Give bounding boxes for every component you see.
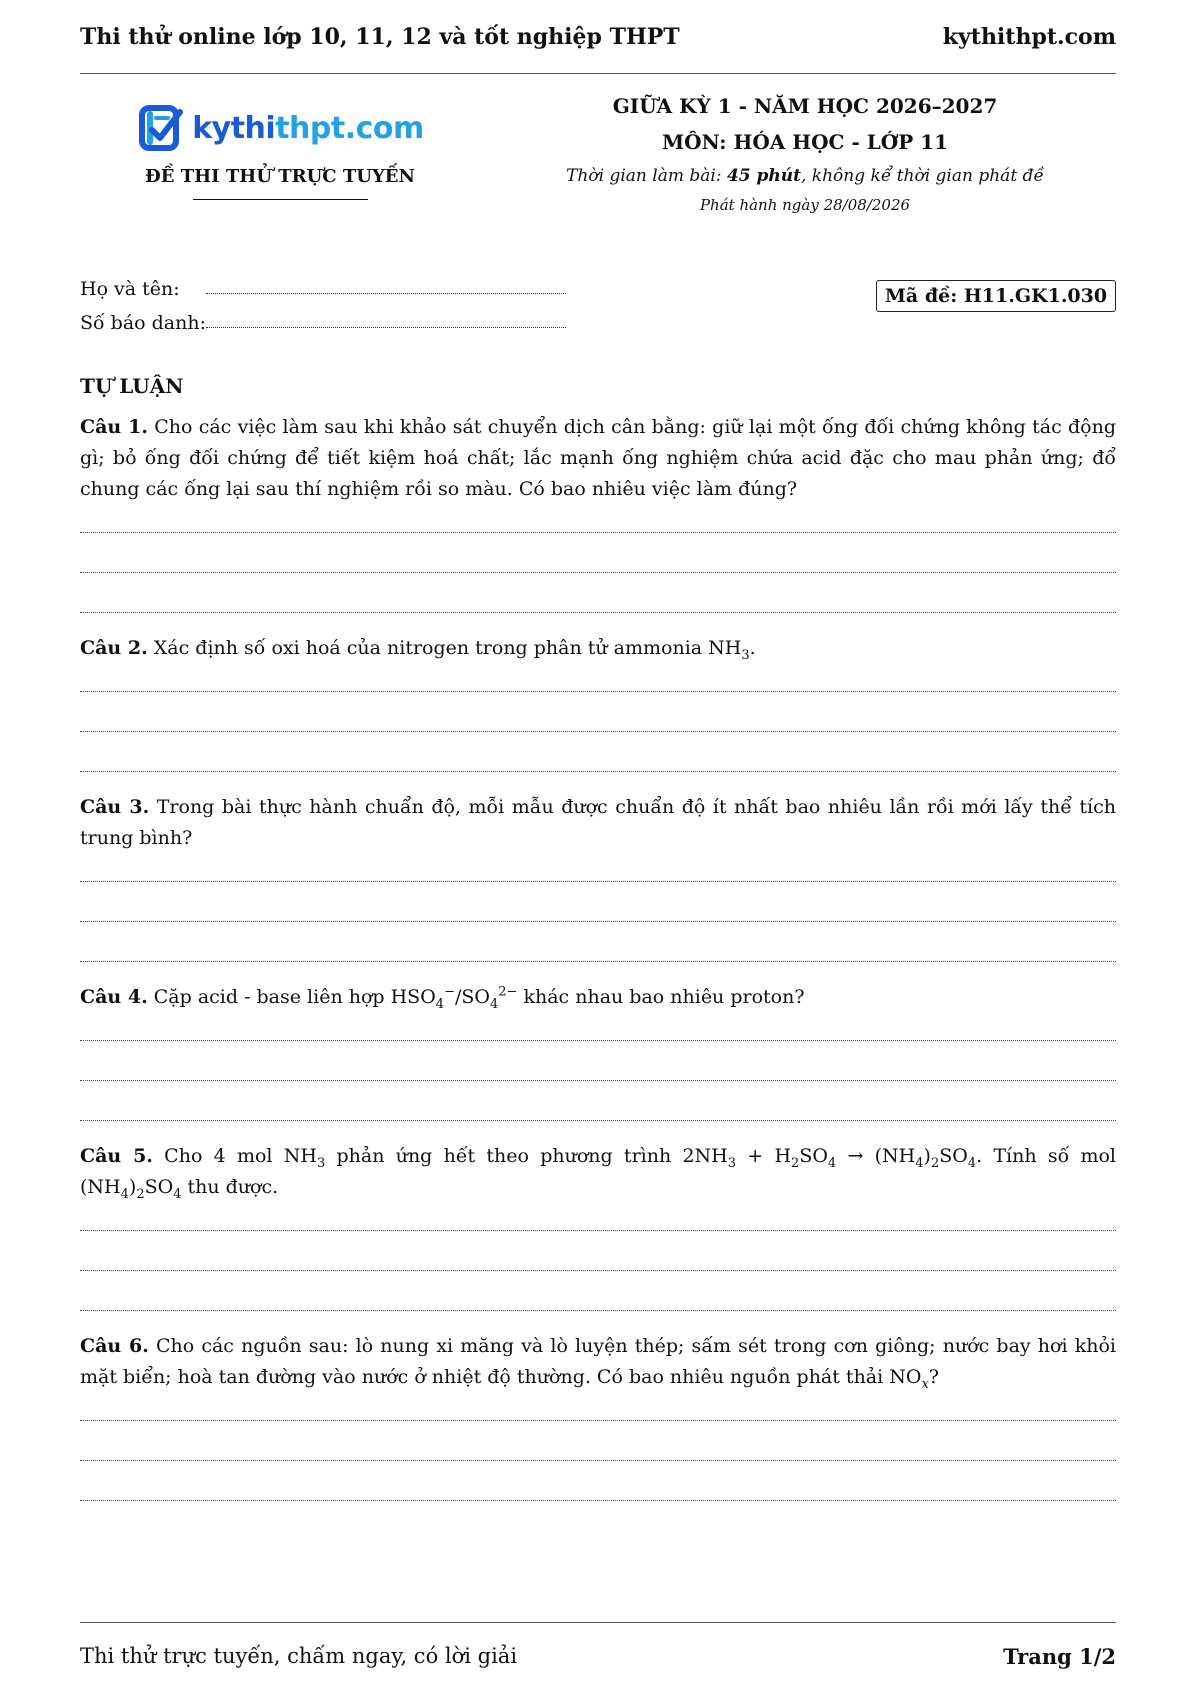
- formula-charge: 2−: [498, 984, 518, 1000]
- formula-ammonium-sulfate: [80, 1176, 182, 1202]
- logo-wordmark-part1: kythi: [192, 110, 276, 146]
- formula-subscript: 2: [136, 1186, 145, 1202]
- question-list: [80, 412, 1116, 1521]
- formula-base: SO: [461, 986, 490, 1008]
- header-left-text: Thi thử online lớp 10, 11, 12 và tốt nghiệp THPT: [80, 24, 680, 50]
- answer-area-1[interactable]: [80, 511, 1116, 613]
- formula-nh3: [283, 1145, 326, 1171]
- question-number: Câu 3.: [80, 796, 150, 818]
- answer-line: [80, 860, 1116, 882]
- logo-wordmark: [192, 111, 424, 146]
- question-text: Trong bài thực hành chuẩn độ, mỗi mẫu được chuẩn độ ít nhất bao nhiêu lần rồi mới lấy thể tích trung bình?: [80, 796, 1117, 849]
- logo-subtitle: ĐỀ THI THỬ TRỰC TUYẾN: [145, 166, 415, 187]
- id-row: [80, 300, 566, 334]
- formula-operator: +: [736, 1145, 775, 1167]
- formula-subscript: x: [921, 1376, 929, 1392]
- answer-line: [80, 1081, 1116, 1121]
- exam-title-block: [540, 94, 1070, 214]
- formula-base: 2NH: [682, 1145, 728, 1167]
- candidate-info: [80, 266, 566, 334]
- answer-line: [80, 1019, 1116, 1041]
- formula-charge: −: [444, 984, 455, 1000]
- reaction-arrow: →: [836, 1145, 875, 1167]
- page-number: Trang 1/2: [1003, 1644, 1116, 1669]
- section-title: TỰ LUẬN: [80, 374, 184, 398]
- answer-line: [80, 533, 1116, 573]
- formula-base: ): [128, 1176, 137, 1198]
- question-2: [80, 633, 1116, 664]
- answer-line: [80, 1041, 1116, 1081]
- answer-line: [80, 1421, 1116, 1461]
- answer-line: [80, 732, 1116, 772]
- footer-divider: [80, 1622, 1116, 1623]
- formula-subscript: 4: [967, 1155, 977, 1171]
- exam-subject: MÔN: HÓA HỌC - LỚP 11: [661, 130, 949, 154]
- logo-wordmark-part2: thpt.com: [275, 110, 424, 146]
- question-number: Câu 4.: [80, 986, 148, 1008]
- answer-area-3[interactable]: [80, 860, 1116, 962]
- formula-base: SO: [939, 1145, 968, 1167]
- release-date: Phát hành ngày 28/08/2026: [699, 196, 911, 214]
- site-logo[interactable]: [110, 100, 450, 156]
- answer-area-5[interactable]: [80, 1209, 1116, 1311]
- question-5: [80, 1141, 1116, 1203]
- question-text: Xác định số oxi hoá của nitrogen trong phân tử ammonia: [153, 637, 709, 659]
- formula-subscript: 2: [930, 1155, 940, 1171]
- answer-line: [80, 882, 1116, 922]
- answer-area-4[interactable]: [80, 1019, 1116, 1121]
- formula-base: ): [923, 1145, 931, 1167]
- name-row: [80, 266, 566, 300]
- formula-subscript: 3: [316, 1155, 326, 1171]
- formula-base: (NH: [80, 1176, 121, 1198]
- answer-line: [80, 1399, 1116, 1421]
- question-text-end: .: [749, 637, 756, 659]
- name-field[interactable]: [206, 277, 566, 294]
- formula-subscript: 2: [791, 1155, 800, 1171]
- answer-line: [80, 692, 1116, 732]
- formula-acid-base-pair: [390, 984, 518, 1012]
- question-number: Câu 5.: [80, 1145, 153, 1167]
- formula-subscript: 4: [489, 996, 499, 1012]
- formula-base: (NH: [874, 1145, 916, 1167]
- logo-block: [110, 100, 450, 200]
- answer-line: [80, 1209, 1116, 1231]
- question-text: Cặp acid - base liên hợp: [153, 986, 391, 1008]
- exam-time-value: 45 phút: [726, 166, 801, 186]
- question-number: Câu 2.: [80, 637, 148, 659]
- formula-base: H: [774, 1145, 792, 1167]
- question-text-end: thu được.: [181, 1176, 279, 1198]
- formula-base: SO: [144, 1176, 174, 1198]
- footer-slogan: Thi thử trực tuyến, chấm ngay, có lời giải: [80, 1644, 518, 1668]
- answer-line: [80, 1461, 1116, 1501]
- formula-subscript: 4: [173, 1186, 182, 1202]
- answer-line: [80, 1231, 1116, 1271]
- formula-subscript: 3: [741, 647, 750, 663]
- question-6: [80, 1331, 1116, 1393]
- answer-area-6[interactable]: [80, 1399, 1116, 1501]
- id-label: Số báo danh:: [80, 312, 207, 334]
- exam-doc-icon: [136, 102, 188, 154]
- question-text-end: ?: [928, 1366, 939, 1388]
- question-text: Cho các việc làm sau khi khảo sát chuyển dịch cân bằng: giữ lại một ống đối chứng không tác động gì; bỏ ống đối chứng để tiết kiệm hoá chất; lắc mạnh ống nghiệm chứa acid đặc cho mau phản ứng; đổ chung các ống lại sau thí nghiệm rồi so màu. Có bao nhiêu việc làm đúng?: [80, 416, 1116, 500]
- question-text: phản ứng hết theo phương trình: [325, 1145, 683, 1167]
- name-label: Họ và tên:: [80, 278, 180, 300]
- exam-time-prefix: Thời gian làm bài:: [566, 166, 727, 186]
- formula-subscript: 3: [727, 1155, 737, 1171]
- exam-title: GIỮA KỲ 1 - NĂM HỌC 2026–2027: [612, 94, 998, 118]
- question-4: [80, 982, 1116, 1013]
- formula-subscript: 4: [435, 996, 445, 1012]
- formula-base: NH: [708, 637, 742, 659]
- header-divider: [80, 73, 1116, 74]
- page-footer: [80, 1644, 1116, 1669]
- question-text: Cho các nguồn sau: lò nung xi măng và lò luyện thép; sấm sét trong cơn giông; nước bay hơi khỏi mặt biển; hoà tan đường vào nước ở nhiệt độ thường. Có bao nhiêu nguồn phát thải: [80, 1335, 1116, 1388]
- question-number: Câu 1.: [80, 416, 148, 438]
- reaction-equation: [682, 1145, 977, 1171]
- question-1: [80, 412, 1116, 505]
- running-header: [80, 22, 1116, 52]
- question-3: [80, 792, 1116, 854]
- formula-subscript: 4: [915, 1155, 924, 1171]
- answer-line: [80, 1271, 1116, 1311]
- answer-area-2[interactable]: [80, 670, 1116, 772]
- formula-separator: /: [454, 986, 462, 1008]
- formula-nh3: [708, 637, 750, 663]
- formula-base: NH: [283, 1145, 317, 1167]
- formula-subscript: 4: [827, 1155, 837, 1171]
- subtitle-underline: [193, 199, 368, 200]
- exam-time: [540, 166, 1070, 186]
- answer-line: [80, 670, 1116, 692]
- formula-subscript: 4: [120, 1186, 129, 1202]
- formula-base: SO: [799, 1145, 828, 1167]
- answer-line: [80, 511, 1116, 533]
- answer-line: [80, 922, 1116, 962]
- question-number: Câu 6.: [80, 1335, 149, 1357]
- header-site-link[interactable]: kythithpt.com: [942, 24, 1116, 50]
- id-field[interactable]: [206, 311, 566, 328]
- exam-time-suffix: , không kể thời gian phát đề: [801, 166, 1044, 186]
- question-text: Cho 4 mol: [164, 1145, 284, 1167]
- question-text-end: khác nhau bao nhiêu proton?: [517, 986, 805, 1008]
- formula-base: HSO: [390, 986, 436, 1008]
- question-text: . Tính số mol: [976, 1145, 1117, 1167]
- formula-nox: [889, 1366, 929, 1392]
- formula-base: NO: [889, 1366, 922, 1388]
- answer-line: [80, 573, 1116, 613]
- exam-code-badge: Mã đề: H11.GK1.030: [876, 280, 1116, 312]
